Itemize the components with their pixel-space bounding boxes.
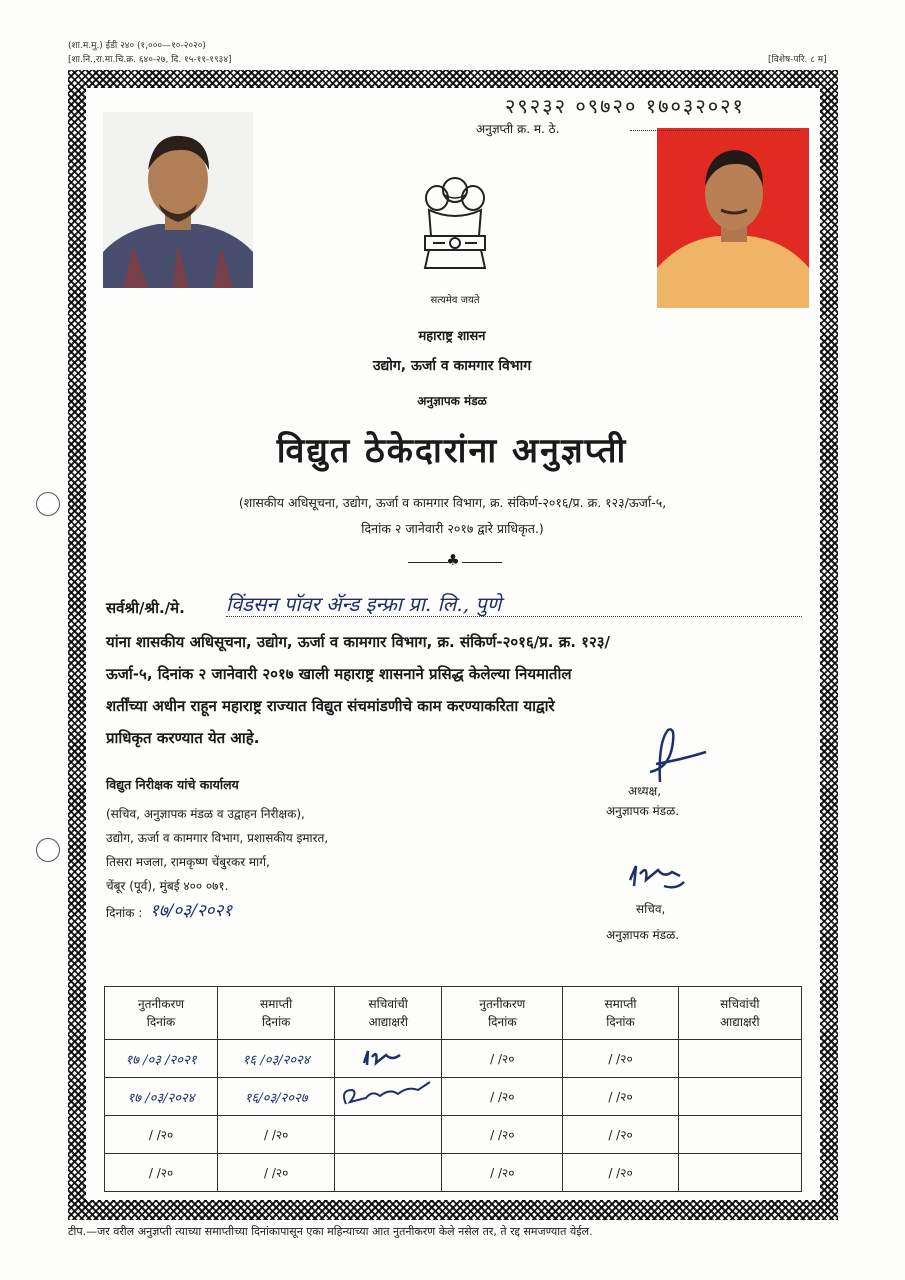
authorization-line4: प्राधिकृत करण्यात येत आहे. [106, 729, 260, 747]
subtitle-line2: दिनांक २ जानेवारी २०१७ द्वारे प्राधिकृत.) [361, 521, 544, 536]
secretary-initials-signature [335, 1078, 442, 1116]
salutation: सर्वश्री/श्री./मे. [106, 599, 185, 617]
license-serial: २९२३२ ०९७२० १७०३२०२१ [505, 94, 745, 118]
header-secretary-initials-1: सचिवांची आद्याक्षरी [335, 987, 442, 1040]
form-code-line1: (शा.म.मु.) ईडी २४० (१,०००—१०-२०२०) [68, 41, 206, 51]
punch-hole-top [36, 492, 60, 516]
table-cell: १६/०३/२०२७ [218, 1078, 335, 1116]
government-name: महाराष्ट्र शासन [418, 329, 486, 344]
table-cell: / /२० [442, 1116, 563, 1154]
licensee-name: विंडसन पॉवर ॲन्ड इन्फ्रा प्रा. लि., पुणे [226, 592, 502, 616]
authorization-line3: शर्तींच्या अधीन राहून महाराष्ट्र राज्यात विद्युत संचमांडणीचे काम करण्याकरिता याद्वारे [106, 697, 555, 715]
table-row [105, 1078, 802, 1116]
chair-board: अनुज्ञापक मंडळ. [606, 804, 680, 818]
table-cell: / /२० [442, 1078, 563, 1116]
photo-right [657, 128, 809, 308]
header-expiry-date-2: समाप्ती दिनांक [563, 987, 678, 1040]
secretary-board: अनुज्ञापक मंडळ. [606, 928, 680, 942]
emblem-motto: सत्यमेव जयते [430, 295, 480, 306]
table-cell [678, 1040, 801, 1078]
department-name: उद्योग, ऊर्जा व कामगार विभाग [372, 358, 532, 374]
footer-note: टीप.—जर वरील अनुज्ञप्ती त्याच्या समाप्तीच्या दिनांकापासून एका महिन्याच्या आत नुतनीकरण केले नसेल तर, ते रद्द समजण्यात येईल. [68, 1225, 593, 1238]
table-cell: / /२० [442, 1040, 563, 1078]
table-row [105, 1040, 802, 1078]
office-line4: चेंबूर (पूर्व), मुंबई ४०० ०७१. [106, 879, 229, 893]
national-emblem [415, 172, 495, 292]
table-cell: १७ /०३ /२०२१ [105, 1040, 218, 1078]
table-cell: / /२० [563, 1154, 678, 1192]
table-cell [335, 1116, 442, 1154]
office-address [106, 802, 328, 898]
licensee-name-line [226, 616, 802, 617]
header-renewal-date-2: नुतनीकरण दिनांक [442, 987, 563, 1040]
table-cell [335, 1154, 442, 1192]
table-cell [678, 1078, 801, 1116]
secretary-initials-signature [335, 1040, 442, 1078]
form-code-right: [विशेष-परि. ८ म] [768, 55, 827, 65]
table-cell [678, 1154, 801, 1192]
issue-date: १७/०३/२०२१ [150, 901, 233, 921]
photo-left [103, 112, 253, 288]
header-secretary-initials-2: सचिवांची आद्याक्षरी [678, 987, 801, 1040]
subtitle-line1: (शासकीय अधिसूचना, उद्योग, ऊर्जा व कामगार विभाग, क्र. संकिर्ण-२०१६/प्र. क्र. १२३/ऊर्जा-५, [238, 495, 667, 510]
table-cell: / /२० [218, 1116, 335, 1154]
secretary-title: सचिव, [636, 902, 666, 916]
table-row [105, 1154, 802, 1192]
license-number-label: अनुज्ञप्ती क्र. म. ठे. [476, 122, 560, 136]
renewal-table [104, 986, 802, 1192]
table-cell: / /२० [563, 1040, 678, 1078]
office-heading: विद्युत निरीक्षक यांचे कार्यालय [106, 777, 239, 792]
table-cell: १७ /०३/२०२४ [105, 1078, 218, 1116]
board-name: अनुज्ञापक मंडळ [417, 394, 487, 408]
office-line1: (सचिव, अनुज्ञापक मंडळ व उद्वाहन निरीक्षक), [106, 807, 305, 821]
table-cell: / /२० [218, 1154, 335, 1192]
table-cell: / /२० [105, 1116, 218, 1154]
certificate-title: विद्युत ठेकेदारांना अनुज्ञप्ती [276, 431, 628, 471]
table-cell [678, 1116, 801, 1154]
office-line3: तिसरा मजला, रामकृष्ण चेंबुरकर मार्ग, [106, 855, 270, 869]
secretary-signature [624, 856, 704, 896]
table-cell: १६ /०३/२०२४ [218, 1040, 335, 1078]
ornament-rule-left [408, 562, 448, 563]
license-number-line [630, 130, 800, 131]
authorization-line2: ऊर्जा-५, दिनांक २ जानेवारी २०१७ खाली महाराष्ट्र शासनाने प्रसिद्ध केलेल्या नियमातील [106, 665, 572, 683]
office-line2: उद्योग, ऊर्जा व कामगार विभाग, प्रशासकीय इमारत, [106, 831, 329, 845]
authorization-line1: यांना शासकीय अधिसूचना, उद्योग, ऊर्जा व कामगार विभाग, क्र. संकिर्ण-२०१६/प्र. क्र. १२३/ [106, 633, 611, 651]
club-ornament-icon: ♣ [446, 551, 460, 569]
table-row [105, 1116, 802, 1154]
table-cell: / /२० [563, 1116, 678, 1154]
form-code-line2: [शा.नि.,रा.मा.चि.क्र. ६४०-२७, दि. १५-११-१९३४] [68, 55, 232, 65]
table-cell: / /२० [442, 1154, 563, 1192]
ornament-rule-right [462, 562, 502, 563]
chair-title: अध्यक्ष, [628, 784, 662, 798]
punch-hole-bottom [36, 838, 60, 862]
header-renewal-date-1: नुतनीकरण दिनांक [105, 987, 218, 1040]
issue-date-label: दिनांक : [106, 906, 143, 920]
table-cell: / /२० [105, 1154, 218, 1192]
renewal-header-row [105, 987, 802, 1040]
header-expiry-date-1: समाप्ती दिनांक [218, 987, 335, 1040]
table-cell: / /२० [563, 1078, 678, 1116]
